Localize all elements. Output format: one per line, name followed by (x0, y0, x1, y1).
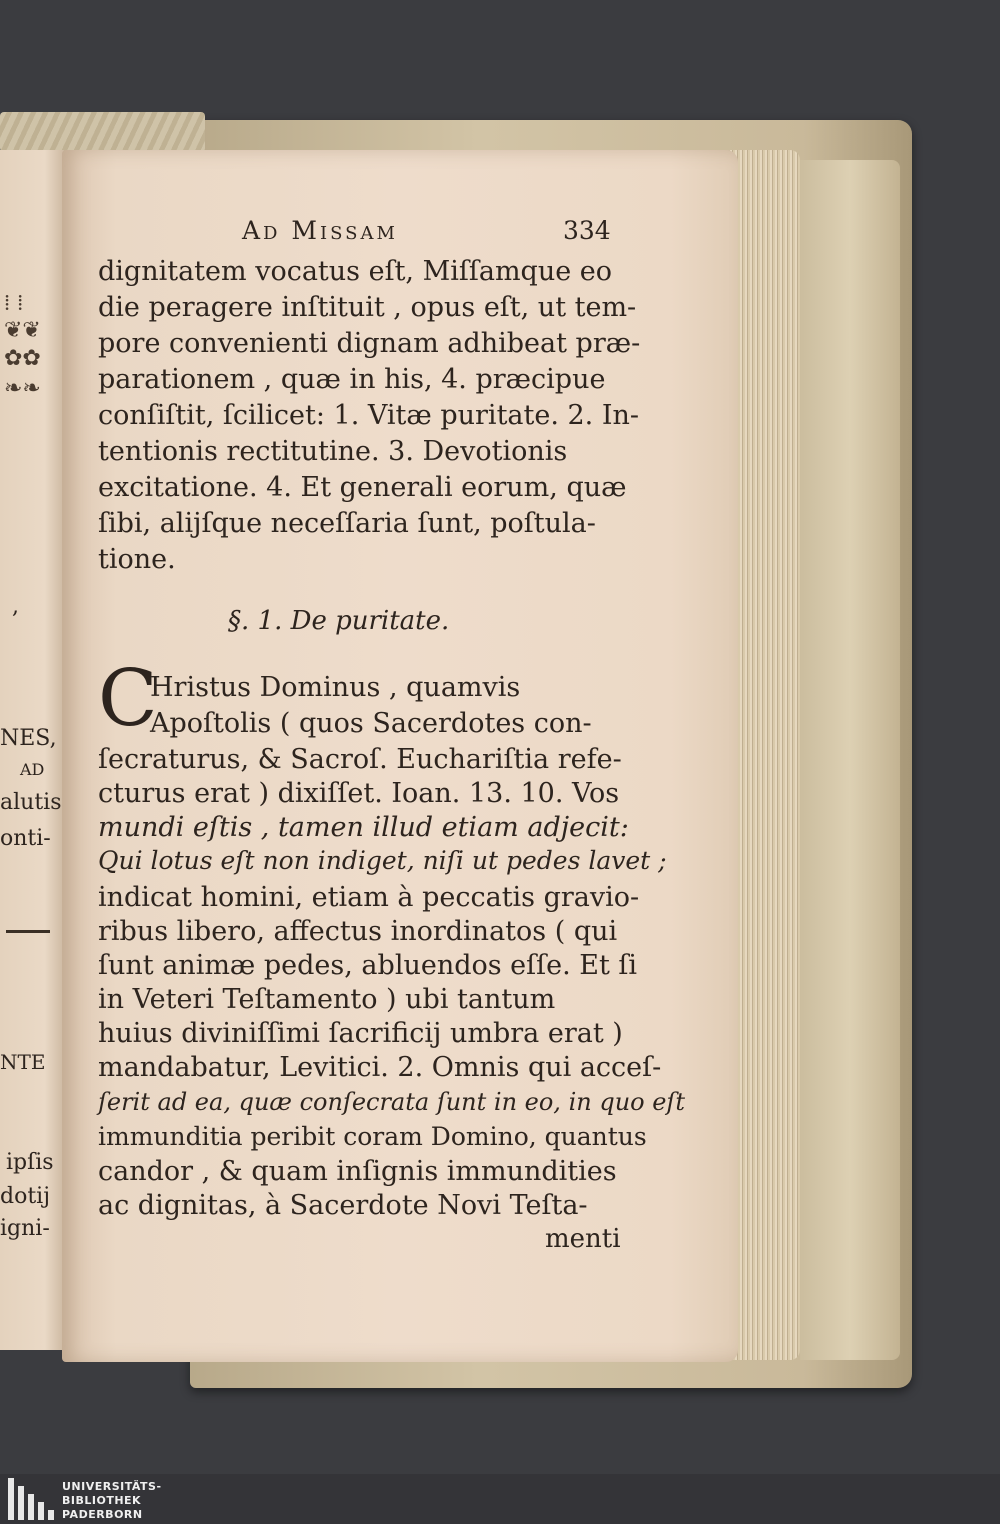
library-name-line: UNIVERSITÄTS- (62, 1480, 162, 1493)
ornament-icon: ❦❦ (4, 318, 41, 343)
text-line: in Veteri Teſtamento ) ubi tantum (98, 984, 556, 1015)
left-page (0, 150, 64, 1350)
text-line: mundi eſtis , tamen illud etiam adjecit: (98, 812, 629, 843)
text-line: Apoſtolis ( quos Sacerdotes con- (150, 708, 592, 739)
text-line: parationem , quæ in his, 4. præcipue (98, 364, 606, 395)
text-line: ſibi, alijſque neceſſaria ſunt, poſtula- (98, 508, 596, 539)
text-line: dignitatem vocatus eſt, Miſſamque eo (98, 256, 613, 287)
left-fragment: onti- (0, 826, 51, 851)
text-line: tentionis rectitutine. 3. Devotionis (98, 436, 568, 467)
text-line: indicat homini, etiam à peccatis gravio- (98, 882, 640, 913)
ornament-icon: ✿✿ (4, 346, 41, 371)
running-head: Ad Missam (242, 216, 398, 245)
text-line: ac dignitas, à Sacerdote Novi Teſta- (98, 1190, 588, 1221)
text-line: excitatione. 4. Et generali eorum, quæ (98, 472, 627, 503)
text-line: ſunt animæ pedes, abluendos eſſe. Et ſi (98, 950, 638, 981)
left-rule (6, 930, 50, 933)
library-logo-icon (8, 1478, 56, 1520)
text-line: tione. (98, 544, 176, 575)
left-fragment: ipſis (6, 1150, 54, 1175)
text-line: conſiſtit, ſcilicet: 1. Vitæ puritate. 2. In- (98, 400, 640, 431)
ornament-icon: ❧❧ (4, 376, 41, 401)
left-fragment: alutis (0, 790, 62, 815)
left-fragment: NTE (0, 1050, 46, 1074)
ornament-icon: ⁞ ⁞ (4, 291, 24, 316)
text-line: candor , & quam inſignis immundities (98, 1156, 617, 1187)
library-name-line: BIBLIOTHEK (62, 1494, 142, 1507)
page-number: 334 (563, 216, 611, 245)
left-fragment: igni- (0, 1216, 50, 1241)
spine-binding (0, 112, 205, 152)
cover-edge (800, 160, 900, 1360)
text-line: mandabatur, Levitici. 2. Omnis qui acceſ- (98, 1052, 662, 1083)
page-edges (730, 150, 800, 1360)
library-name-line: PADERBORN (62, 1508, 143, 1521)
text-line: ſerit ad ea, quæ conſecrata ſunt in eo, in quo eſt (98, 1088, 685, 1116)
left-fragment: , (12, 594, 19, 619)
left-fragment: dotij (0, 1184, 51, 1209)
section-heading: §. 1. De puritate. (228, 606, 450, 636)
text-line: pore convenienti dignam adhibeat præ- (98, 328, 641, 359)
drop-capital: C (98, 654, 158, 744)
text-line: ribus libero, affectus inordinatos ( qui (98, 916, 618, 947)
text-line: huius diviniſſimi ſacrificij umbra erat ) (98, 1018, 623, 1049)
left-fragment: AD (20, 760, 45, 779)
catchword: menti (545, 1224, 621, 1254)
text-line: immunditia peribit coram Domino, quantus (98, 1122, 647, 1151)
text-line: Qui lotus eſt non indiget, niſi ut pedes lavet ; (98, 846, 667, 875)
left-fragment: NES, (0, 726, 57, 751)
text-line: die peragere inſtituit , opus eſt, ut tem- (98, 292, 637, 323)
text-line: ſecraturus, & Sacroſ. Euchariſtia refe- (98, 744, 622, 775)
text-line: Hristus Dominus , quamvis (150, 672, 521, 703)
text-line: cturus erat ) dixiſſet. Ioan. 13. 10. Vos (98, 778, 620, 809)
